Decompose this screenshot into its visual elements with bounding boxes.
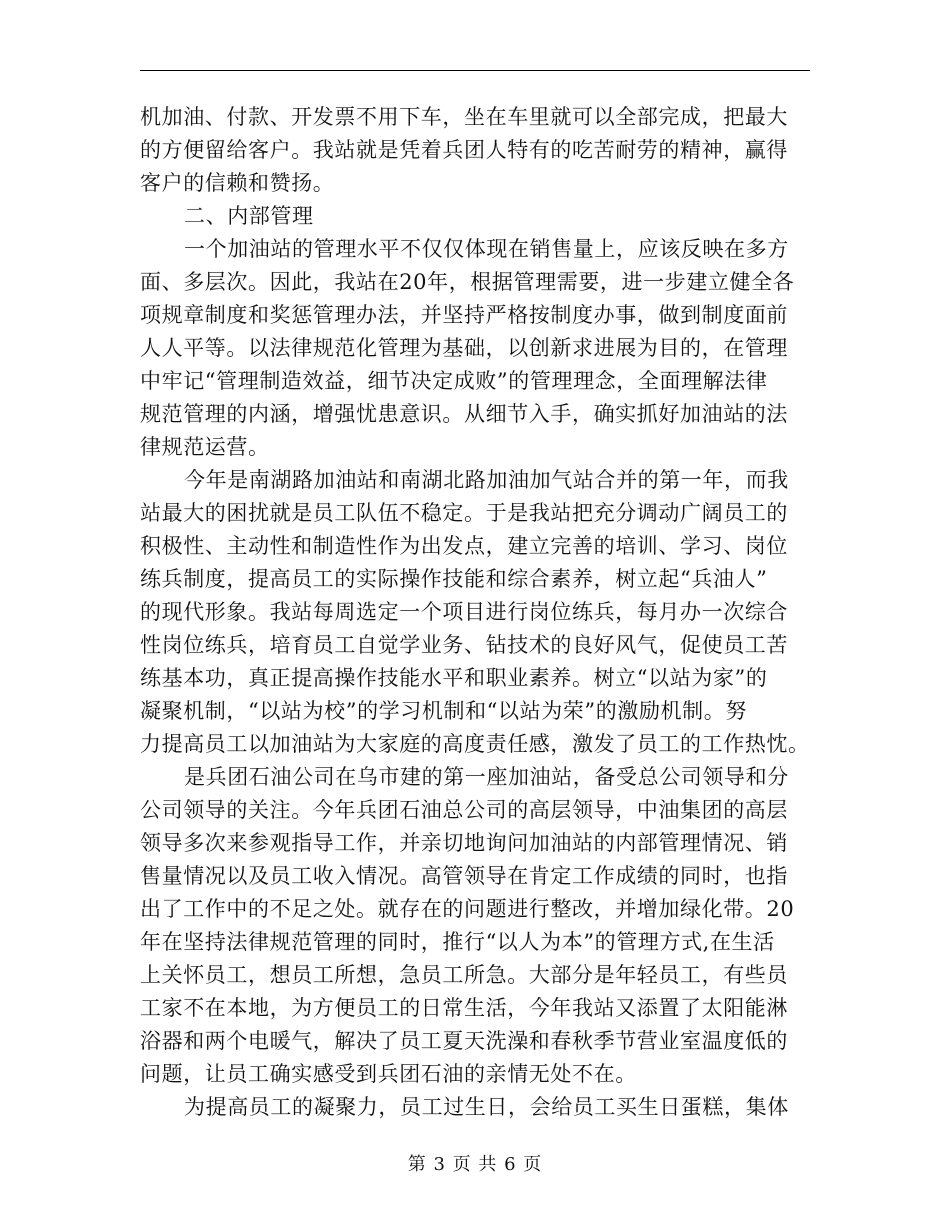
text-line: 站最大的困扰就是员工队伍不稳定。于是我站把充分调动广阔员工的 bbox=[140, 501, 788, 525]
text-line: 人人平等。以法律规范化管理为基础，以创新求进展为目的，在管理 bbox=[140, 336, 788, 360]
text-line: 练基本功，真正提高操作技能水平和职业素养。树立“以站为家”的 bbox=[140, 666, 768, 690]
text-line: 练兵制度，提高员工的实际操作技能和综合素养，树立起“兵油人” bbox=[140, 567, 768, 591]
text-line: 面、多层次。因此，我站在20年，根据管理需要，进一步建立健全各 bbox=[140, 270, 795, 294]
paragraph-first-line: 今年是南湖路加油站和南湖北路加油加气站合并的第一年，而我 bbox=[184, 468, 789, 492]
text-line: 售量情况以及员工收入情况。高管领导在肯定工作成绩的同时，也指 bbox=[140, 864, 788, 888]
text-line: 力提高员工以加油站为大家庭的高度责任感，激发了员工的工作热忱。 bbox=[140, 732, 810, 756]
text-line: 凝聚机制，“以站为校”的学习机制和“以站为荣”的激励机制。努 bbox=[140, 699, 747, 723]
text-line: 客户的信赖和赞扬。 bbox=[140, 171, 335, 195]
text-line: 律规范运营。 bbox=[140, 435, 270, 459]
paragraph-first-line: 一个加油站的管理水平不仅仅体现在销售量上，应该反映在多方 bbox=[184, 237, 789, 261]
paragraph-first-line: 二、内部管理 bbox=[184, 204, 314, 228]
text-line: 的现代形象。我站每周选定一个项目进行岗位练兵，每月办一次综合 bbox=[140, 600, 788, 624]
text-line: 年在坚持法律规范管理的同时，推行“以人为本”的管理方式,在生活 bbox=[140, 930, 775, 954]
text-line: 问题，让员工确实感受到兵团石油的亲情无处不在。 bbox=[140, 1062, 637, 1086]
text-line: 项规章制度和奖惩管理办法，并坚持严格按制度办事，做到制度面前 bbox=[140, 303, 788, 327]
text-line: 积极性、主动性和制造性作为出发点，建立完善的培训、学习、岗位 bbox=[140, 534, 788, 558]
paragraph-first-line: 为提高员工的凝聚力，员工过生日，会给员工买生日蛋糕，集体 bbox=[184, 1095, 789, 1119]
text-line: 公司领导的关注。今年兵团石油总公司的高层领导，中油集团的高层 bbox=[140, 798, 788, 822]
document-body bbox=[140, 101, 810, 1124]
text-line: 机加油、付款、开发票不用下车，坐在车里就可以全部完成，把最大 bbox=[140, 105, 788, 129]
header-rule bbox=[140, 70, 810, 71]
text-line: 出了工作中的不足之处。就存在的问题进行整改，并增加绿化带。20 bbox=[140, 897, 795, 921]
text-line: 的方便留给客户。我站就是凭着兵团人特有的吃苦耐劳的精神，赢得 bbox=[140, 138, 788, 162]
text-line: 浴器和两个电暖气，解决了员工夏天洗澡和春秋季节营业室温度低的 bbox=[140, 1029, 788, 1053]
paragraph-first-line: 是兵团石油公司在乌市建的第一座加油站，备受总公司领导和分 bbox=[184, 765, 789, 789]
text-line: 性岗位练兵，培育员工自觉学业务、钻技术的良好风气，促使员工苦 bbox=[140, 633, 788, 657]
text-line: 工家不在本地，为方便员工的日常生活，今年我站又添置了太阳能淋 bbox=[140, 996, 788, 1020]
text-line: 上关怀员工，想员工所想，急员工所急。大部分是年轻员工，有些员 bbox=[140, 963, 788, 987]
text-line: 规范管理的内涵，增强忧患意识。从细节入手，确实抓好加油站的法 bbox=[140, 402, 788, 426]
page-number: 第 3 页 共 6 页 bbox=[407, 1154, 543, 1175]
text-line: 领导多次来参观指导工作，并亲切地询问加油站的内部管理情况、销 bbox=[140, 831, 788, 855]
text-line: 中牢记“管理制造效益，细节决定成败”的管理理念，全面理解法律 bbox=[140, 369, 768, 393]
